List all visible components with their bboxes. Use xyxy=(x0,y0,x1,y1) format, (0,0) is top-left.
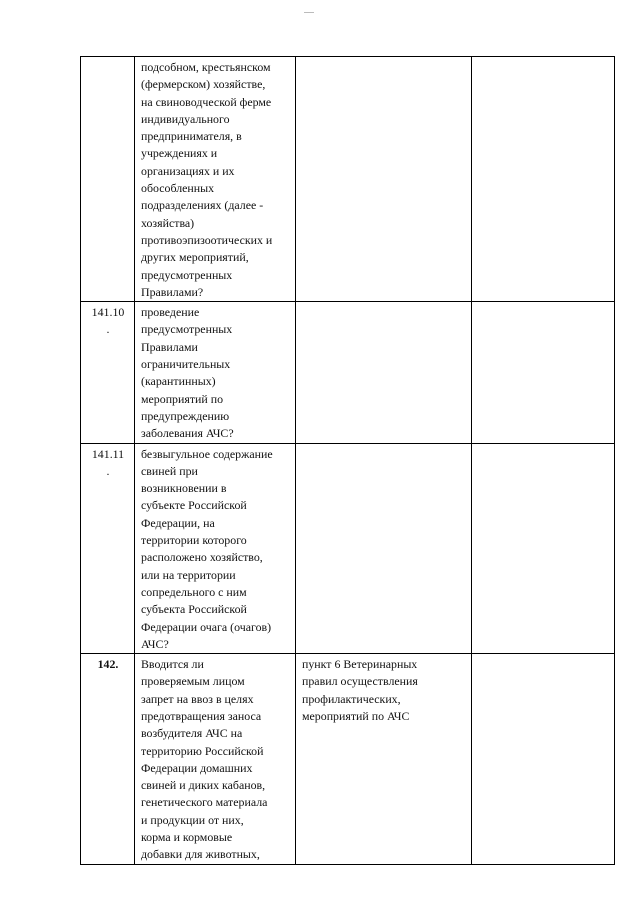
checklist-table xyxy=(80,56,615,865)
reference-cell xyxy=(296,302,472,443)
reference-cell xyxy=(296,57,472,302)
reference-cell: пункт 6 Ветеринарных правил осуществления профилактических, мероприятий по АЧС xyxy=(296,654,472,865)
reference-cell xyxy=(296,443,472,654)
row-number-cell xyxy=(81,57,135,302)
question-cell: безвыгульное содержание свиней при возникновении в субъекте Российской Федерации, на территории которого расположено хозяйство, или на территории сопредельного с ним субъекта Российской Федерации очага (очагов) АЧС? xyxy=(135,443,296,654)
question-cell: подсобном, крестьянском (фермерском) хозяйстве, на свиноводческой ферме индивидуального предпринимателя, в учреждениях и организациях и их обособленных подразделениях (далее - хозяйства) противоэпизоотических и других мероприятий, предусмотренных Правилами? xyxy=(135,57,296,302)
question-cell: проведение предусмотренных Правилами ограничительных (карантинных) мероприятий по предупреждению заболевания АЧС? xyxy=(135,302,296,443)
table-row xyxy=(81,57,615,302)
table-row xyxy=(81,443,615,654)
answer-cell[interactable] xyxy=(472,654,615,865)
row-number-cell: 142. xyxy=(81,654,135,865)
table-row xyxy=(81,302,615,443)
answer-cell[interactable] xyxy=(472,443,615,654)
row-number-cell: 141.10 . xyxy=(81,302,135,443)
row-number-cell: 141.11 . xyxy=(81,443,135,654)
table-row xyxy=(81,654,615,865)
answer-cell[interactable] xyxy=(472,302,615,443)
question-cell: Вводится ли проверяемым лицом запрет на ввоз в целях предотвращения заноса возбудителя АЧС на территорию Российской Федерации домашних свиней и диких кабанов, генетического материала и продукции от них, корма и кормовые добавки для животных, xyxy=(135,654,296,865)
scan-mark xyxy=(304,12,314,13)
answer-cell[interactable] xyxy=(472,57,615,302)
